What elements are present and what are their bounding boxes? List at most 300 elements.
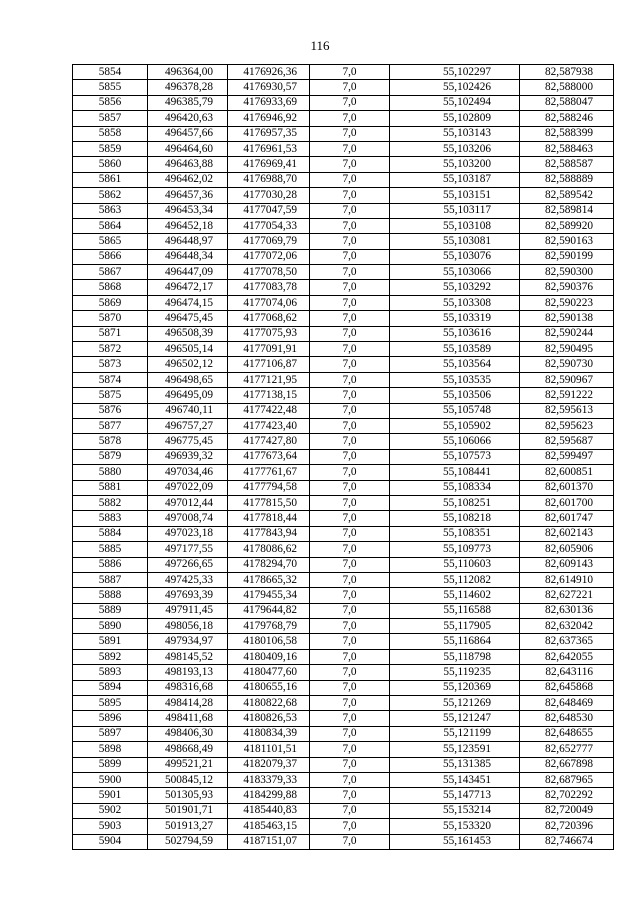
longitude-cell: 82,601700	[520, 495, 614, 510]
y-coordinate-cell: 4180834,39	[228, 726, 310, 741]
table-row	[73, 711, 614, 726]
point-number-cell: 5889	[73, 603, 148, 618]
table-row	[73, 234, 614, 249]
x-coordinate-cell: 496364,00	[148, 65, 228, 80]
point-number-cell: 5874	[73, 372, 148, 387]
point-number-cell: 5868	[73, 280, 148, 295]
table-row	[73, 588, 614, 603]
table-row	[73, 495, 614, 510]
point-number-cell: 5876	[73, 403, 148, 418]
longitude-cell: 82,667898	[520, 757, 614, 772]
longitude-cell: 82,746674	[520, 834, 614, 849]
longitude-cell: 82,590300	[520, 265, 614, 280]
latitude-cell: 55,108351	[390, 526, 520, 541]
latitude-cell: 55,103616	[390, 326, 520, 341]
x-coordinate-cell: 496463,88	[148, 157, 228, 172]
x-coordinate-cell: 496420,63	[148, 111, 228, 126]
point-number-cell: 5886	[73, 557, 148, 572]
table-row	[73, 726, 614, 741]
point-number-cell: 5879	[73, 449, 148, 464]
x-coordinate-cell: 496775,45	[148, 434, 228, 449]
coordinates-table	[72, 64, 614, 850]
latitude-cell: 55,123591	[390, 742, 520, 757]
height-cell: 7,0	[310, 388, 390, 403]
height-cell: 7,0	[310, 696, 390, 711]
height-cell: 7,0	[310, 342, 390, 357]
latitude-cell: 55,103076	[390, 249, 520, 264]
longitude-cell: 82,587938	[520, 65, 614, 80]
y-coordinate-cell: 4177423,40	[228, 418, 310, 433]
height-cell: 7,0	[310, 249, 390, 264]
point-number-cell: 5878	[73, 434, 148, 449]
latitude-cell: 55,161453	[390, 834, 520, 849]
height-cell: 7,0	[310, 803, 390, 818]
point-number-cell: 5888	[73, 588, 148, 603]
height-cell: 7,0	[310, 234, 390, 249]
height-cell: 7,0	[310, 772, 390, 787]
y-coordinate-cell: 4176988,70	[228, 172, 310, 187]
height-cell: 7,0	[310, 511, 390, 526]
longitude-cell: 82,595687	[520, 434, 614, 449]
y-coordinate-cell: 4177138,15	[228, 388, 310, 403]
table-row	[73, 542, 614, 557]
y-coordinate-cell: 4177815,50	[228, 495, 310, 510]
height-cell: 7,0	[310, 95, 390, 110]
y-coordinate-cell: 4177106,87	[228, 357, 310, 372]
longitude-cell: 82,590495	[520, 342, 614, 357]
y-coordinate-cell: 4177422,48	[228, 403, 310, 418]
y-coordinate-cell: 4176961,53	[228, 141, 310, 156]
point-number-cell: 5857	[73, 111, 148, 126]
y-coordinate-cell: 4176930,57	[228, 80, 310, 95]
longitude-cell: 82,648655	[520, 726, 614, 741]
point-number-cell: 5893	[73, 665, 148, 680]
latitude-cell: 55,103187	[390, 172, 520, 187]
x-coordinate-cell: 498056,18	[148, 619, 228, 634]
longitude-cell: 82,600851	[520, 465, 614, 480]
x-coordinate-cell: 497022,09	[148, 480, 228, 495]
height-cell: 7,0	[310, 742, 390, 757]
table-row	[73, 418, 614, 433]
longitude-cell: 82,627221	[520, 588, 614, 603]
longitude-cell: 82,588000	[520, 80, 614, 95]
height-cell: 7,0	[310, 603, 390, 618]
x-coordinate-cell: 496475,45	[148, 311, 228, 326]
point-number-cell: 5885	[73, 542, 148, 557]
table-row	[73, 757, 614, 772]
latitude-cell: 55,103200	[390, 157, 520, 172]
height-cell: 7,0	[310, 542, 390, 557]
y-coordinate-cell: 4177091,91	[228, 342, 310, 357]
longitude-cell: 82,601747	[520, 511, 614, 526]
y-coordinate-cell: 4178665,32	[228, 572, 310, 587]
latitude-cell: 55,107573	[390, 449, 520, 464]
table-body	[73, 65, 614, 850]
table-row	[73, 403, 614, 418]
height-cell: 7,0	[310, 819, 390, 834]
x-coordinate-cell: 496457,36	[148, 188, 228, 203]
point-number-cell: 5858	[73, 126, 148, 141]
latitude-cell: 55,121199	[390, 726, 520, 741]
height-cell: 7,0	[310, 619, 390, 634]
height-cell: 7,0	[310, 372, 390, 387]
height-cell: 7,0	[310, 588, 390, 603]
x-coordinate-cell: 496448,97	[148, 234, 228, 249]
height-cell: 7,0	[310, 418, 390, 433]
y-coordinate-cell: 4178294,70	[228, 557, 310, 572]
latitude-cell: 55,112082	[390, 572, 520, 587]
x-coordinate-cell: 496502,12	[148, 357, 228, 372]
height-cell: 7,0	[310, 434, 390, 449]
point-number-cell: 5855	[73, 80, 148, 95]
longitude-cell: 82,601370	[520, 480, 614, 495]
height-cell: 7,0	[310, 65, 390, 80]
latitude-cell: 55,114602	[390, 588, 520, 603]
longitude-cell: 82,588889	[520, 172, 614, 187]
latitude-cell: 55,116864	[390, 634, 520, 649]
point-number-cell: 5894	[73, 680, 148, 695]
point-number-cell: 5882	[73, 495, 148, 510]
latitude-cell: 55,153320	[390, 819, 520, 834]
point-number-cell: 5875	[73, 388, 148, 403]
latitude-cell: 55,103117	[390, 203, 520, 218]
table-row	[73, 172, 614, 187]
y-coordinate-cell: 4182079,37	[228, 757, 310, 772]
y-coordinate-cell: 4176946,92	[228, 111, 310, 126]
y-coordinate-cell: 4176933,69	[228, 95, 310, 110]
longitude-cell: 82,614910	[520, 572, 614, 587]
point-number-cell: 5862	[73, 188, 148, 203]
point-number-cell: 5898	[73, 742, 148, 757]
longitude-cell: 82,599497	[520, 449, 614, 464]
latitude-cell: 55,109773	[390, 542, 520, 557]
point-number-cell: 5866	[73, 249, 148, 264]
table-row	[73, 80, 614, 95]
point-number-cell: 5864	[73, 218, 148, 233]
y-coordinate-cell: 4177078,50	[228, 265, 310, 280]
latitude-cell: 55,103589	[390, 342, 520, 357]
latitude-cell: 55,103143	[390, 126, 520, 141]
latitude-cell: 55,121247	[390, 711, 520, 726]
latitude-cell: 55,108334	[390, 480, 520, 495]
height-cell: 7,0	[310, 311, 390, 326]
table-row	[73, 357, 614, 372]
longitude-cell: 82,590244	[520, 326, 614, 341]
height-cell: 7,0	[310, 280, 390, 295]
table-row	[73, 141, 614, 156]
y-coordinate-cell: 4177761,67	[228, 465, 310, 480]
x-coordinate-cell: 496740,11	[148, 403, 228, 418]
point-number-cell: 5903	[73, 819, 148, 834]
x-coordinate-cell: 501305,93	[148, 788, 228, 803]
y-coordinate-cell: 4177794,58	[228, 480, 310, 495]
y-coordinate-cell: 4185463,15	[228, 819, 310, 834]
x-coordinate-cell: 500845,12	[148, 772, 228, 787]
table-row	[73, 218, 614, 233]
y-coordinate-cell: 4176926,36	[228, 65, 310, 80]
height-cell: 7,0	[310, 449, 390, 464]
height-cell: 7,0	[310, 495, 390, 510]
height-cell: 7,0	[310, 326, 390, 341]
longitude-cell: 82,590730	[520, 357, 614, 372]
height-cell: 7,0	[310, 526, 390, 541]
table-row	[73, 511, 614, 526]
y-coordinate-cell: 4180655,16	[228, 680, 310, 695]
latitude-cell: 55,120369	[390, 680, 520, 695]
longitude-cell: 82,591222	[520, 388, 614, 403]
longitude-cell: 82,588587	[520, 157, 614, 172]
height-cell: 7,0	[310, 265, 390, 280]
latitude-cell: 55,105902	[390, 418, 520, 433]
table-row	[73, 157, 614, 172]
longitude-cell: 82,588047	[520, 95, 614, 110]
x-coordinate-cell: 497034,46	[148, 465, 228, 480]
table-row	[73, 280, 614, 295]
x-coordinate-cell: 497023,18	[148, 526, 228, 541]
height-cell: 7,0	[310, 649, 390, 664]
latitude-cell: 55,121269	[390, 696, 520, 711]
height-cell: 7,0	[310, 726, 390, 741]
point-number-cell: 5869	[73, 295, 148, 310]
x-coordinate-cell: 496464,60	[148, 141, 228, 156]
latitude-cell: 55,103108	[390, 218, 520, 233]
height-cell: 7,0	[310, 111, 390, 126]
longitude-cell: 82,605906	[520, 542, 614, 557]
point-number-cell: 5890	[73, 619, 148, 634]
table-row	[73, 111, 614, 126]
point-number-cell: 5861	[73, 172, 148, 187]
latitude-cell: 55,102494	[390, 95, 520, 110]
x-coordinate-cell: 497012,44	[148, 495, 228, 510]
point-number-cell: 5880	[73, 465, 148, 480]
point-number-cell: 5865	[73, 234, 148, 249]
height-cell: 7,0	[310, 80, 390, 95]
x-coordinate-cell: 496457,66	[148, 126, 228, 141]
height-cell: 7,0	[310, 557, 390, 572]
table-row	[73, 388, 614, 403]
y-coordinate-cell: 4176957,35	[228, 126, 310, 141]
y-coordinate-cell: 4177673,64	[228, 449, 310, 464]
x-coordinate-cell: 496505,14	[148, 342, 228, 357]
x-coordinate-cell: 497911,45	[148, 603, 228, 618]
x-coordinate-cell: 496462,02	[148, 172, 228, 187]
x-coordinate-cell: 499521,21	[148, 757, 228, 772]
longitude-cell: 82,595623	[520, 418, 614, 433]
point-number-cell: 5899	[73, 757, 148, 772]
longitude-cell: 82,687965	[520, 772, 614, 787]
height-cell: 7,0	[310, 665, 390, 680]
height-cell: 7,0	[310, 834, 390, 849]
latitude-cell: 55,103535	[390, 372, 520, 387]
y-coordinate-cell: 4177075,93	[228, 326, 310, 341]
latitude-cell: 55,103506	[390, 388, 520, 403]
table-row	[73, 126, 614, 141]
y-coordinate-cell: 4185440,83	[228, 803, 310, 818]
x-coordinate-cell: 498414,28	[148, 696, 228, 711]
longitude-cell: 82,590199	[520, 249, 614, 264]
x-coordinate-cell: 496757,27	[148, 418, 228, 433]
longitude-cell: 82,588399	[520, 126, 614, 141]
longitude-cell: 82,590163	[520, 234, 614, 249]
point-number-cell: 5873	[73, 357, 148, 372]
table-row	[73, 295, 614, 310]
point-number-cell: 5872	[73, 342, 148, 357]
height-cell: 7,0	[310, 218, 390, 233]
latitude-cell: 55,108251	[390, 495, 520, 510]
point-number-cell: 5896	[73, 711, 148, 726]
longitude-cell: 82,595613	[520, 403, 614, 418]
y-coordinate-cell: 4184299,88	[228, 788, 310, 803]
point-number-cell: 5863	[73, 203, 148, 218]
longitude-cell: 82,720396	[520, 819, 614, 834]
latitude-cell: 55,103292	[390, 280, 520, 295]
table-row	[73, 680, 614, 695]
x-coordinate-cell: 496474,15	[148, 295, 228, 310]
table-row	[73, 603, 614, 618]
y-coordinate-cell: 4177054,33	[228, 218, 310, 233]
x-coordinate-cell: 498668,49	[148, 742, 228, 757]
point-number-cell: 5860	[73, 157, 148, 172]
table-row	[73, 326, 614, 341]
point-number-cell: 5904	[73, 834, 148, 849]
table-row	[73, 465, 614, 480]
x-coordinate-cell: 497177,55	[148, 542, 228, 557]
table-row	[73, 557, 614, 572]
y-coordinate-cell: 4179768,79	[228, 619, 310, 634]
y-coordinate-cell: 4177069,79	[228, 234, 310, 249]
latitude-cell: 55,143451	[390, 772, 520, 787]
x-coordinate-cell: 502794,59	[148, 834, 228, 849]
height-cell: 7,0	[310, 126, 390, 141]
point-number-cell: 5877	[73, 418, 148, 433]
latitude-cell: 55,103206	[390, 141, 520, 156]
height-cell: 7,0	[310, 403, 390, 418]
y-coordinate-cell: 4177030,28	[228, 188, 310, 203]
latitude-cell: 55,103319	[390, 311, 520, 326]
table-row	[73, 203, 614, 218]
longitude-cell: 82,609143	[520, 557, 614, 572]
y-coordinate-cell: 4176969,41	[228, 157, 310, 172]
longitude-cell: 82,702292	[520, 788, 614, 803]
latitude-cell: 55,108218	[390, 511, 520, 526]
table-row	[73, 95, 614, 110]
height-cell: 7,0	[310, 157, 390, 172]
longitude-cell: 82,588463	[520, 141, 614, 156]
y-coordinate-cell: 4177121,95	[228, 372, 310, 387]
point-number-cell: 5895	[73, 696, 148, 711]
point-number-cell: 5884	[73, 526, 148, 541]
y-coordinate-cell: 4177068,62	[228, 311, 310, 326]
table-row	[73, 65, 614, 80]
x-coordinate-cell: 496452,18	[148, 218, 228, 233]
table-row	[73, 665, 614, 680]
point-number-cell: 5900	[73, 772, 148, 787]
latitude-cell: 55,116588	[390, 603, 520, 618]
longitude-cell: 82,590376	[520, 280, 614, 295]
x-coordinate-cell: 496447,09	[148, 265, 228, 280]
x-coordinate-cell: 496498,65	[148, 372, 228, 387]
table-row	[73, 526, 614, 541]
table-row	[73, 372, 614, 387]
latitude-cell: 55,103066	[390, 265, 520, 280]
height-cell: 7,0	[310, 141, 390, 156]
longitude-cell: 82,642055	[520, 649, 614, 664]
table-row	[73, 819, 614, 834]
longitude-cell: 82,630136	[520, 603, 614, 618]
latitude-cell: 55,110603	[390, 557, 520, 572]
x-coordinate-cell: 497425,33	[148, 572, 228, 587]
point-number-cell: 5901	[73, 788, 148, 803]
y-coordinate-cell: 4179644,82	[228, 603, 310, 618]
point-number-cell: 5854	[73, 65, 148, 80]
height-cell: 7,0	[310, 188, 390, 203]
longitude-cell: 82,645868	[520, 680, 614, 695]
latitude-cell: 55,103564	[390, 357, 520, 372]
table-row	[73, 188, 614, 203]
table-row	[73, 434, 614, 449]
longitude-cell: 82,589814	[520, 203, 614, 218]
x-coordinate-cell: 496939,32	[148, 449, 228, 464]
longitude-cell: 82,589542	[520, 188, 614, 203]
x-coordinate-cell: 497934,97	[148, 634, 228, 649]
x-coordinate-cell: 498316,68	[148, 680, 228, 695]
x-coordinate-cell: 497008,74	[148, 511, 228, 526]
longitude-cell: 82,652777	[520, 742, 614, 757]
table-row	[73, 311, 614, 326]
point-number-cell: 5856	[73, 95, 148, 110]
x-coordinate-cell: 498145,52	[148, 649, 228, 664]
point-number-cell: 5867	[73, 265, 148, 280]
point-number-cell: 5859	[73, 141, 148, 156]
longitude-cell: 82,643116	[520, 665, 614, 680]
height-cell: 7,0	[310, 788, 390, 803]
table-row	[73, 265, 614, 280]
x-coordinate-cell: 496378,28	[148, 80, 228, 95]
latitude-cell: 55,103081	[390, 234, 520, 249]
latitude-cell: 55,103308	[390, 295, 520, 310]
y-coordinate-cell: 4177818,44	[228, 511, 310, 526]
x-coordinate-cell: 501901,71	[148, 803, 228, 818]
height-cell: 7,0	[310, 680, 390, 695]
y-coordinate-cell: 4183379,33	[228, 772, 310, 787]
table-row	[73, 572, 614, 587]
point-number-cell: 5883	[73, 511, 148, 526]
y-coordinate-cell: 4177083,78	[228, 280, 310, 295]
latitude-cell: 55,102297	[390, 65, 520, 80]
x-coordinate-cell: 498406,30	[148, 726, 228, 741]
y-coordinate-cell: 4180409,16	[228, 649, 310, 664]
y-coordinate-cell: 4180826,53	[228, 711, 310, 726]
y-coordinate-cell: 4178086,62	[228, 542, 310, 557]
table-row	[73, 634, 614, 649]
x-coordinate-cell: 498411,68	[148, 711, 228, 726]
height-cell: 7,0	[310, 634, 390, 649]
latitude-cell: 55,105748	[390, 403, 520, 418]
height-cell: 7,0	[310, 203, 390, 218]
latitude-cell: 55,108441	[390, 465, 520, 480]
table-row	[73, 834, 614, 849]
point-number-cell: 5892	[73, 649, 148, 664]
page-number: 116	[310, 38, 330, 53]
latitude-cell: 55,102809	[390, 111, 520, 126]
x-coordinate-cell: 496385,79	[148, 95, 228, 110]
longitude-cell: 82,648530	[520, 711, 614, 726]
latitude-cell: 55,119235	[390, 665, 520, 680]
table-row	[73, 803, 614, 818]
y-coordinate-cell: 4177074,06	[228, 295, 310, 310]
point-number-cell: 5897	[73, 726, 148, 741]
table-row	[73, 449, 614, 464]
